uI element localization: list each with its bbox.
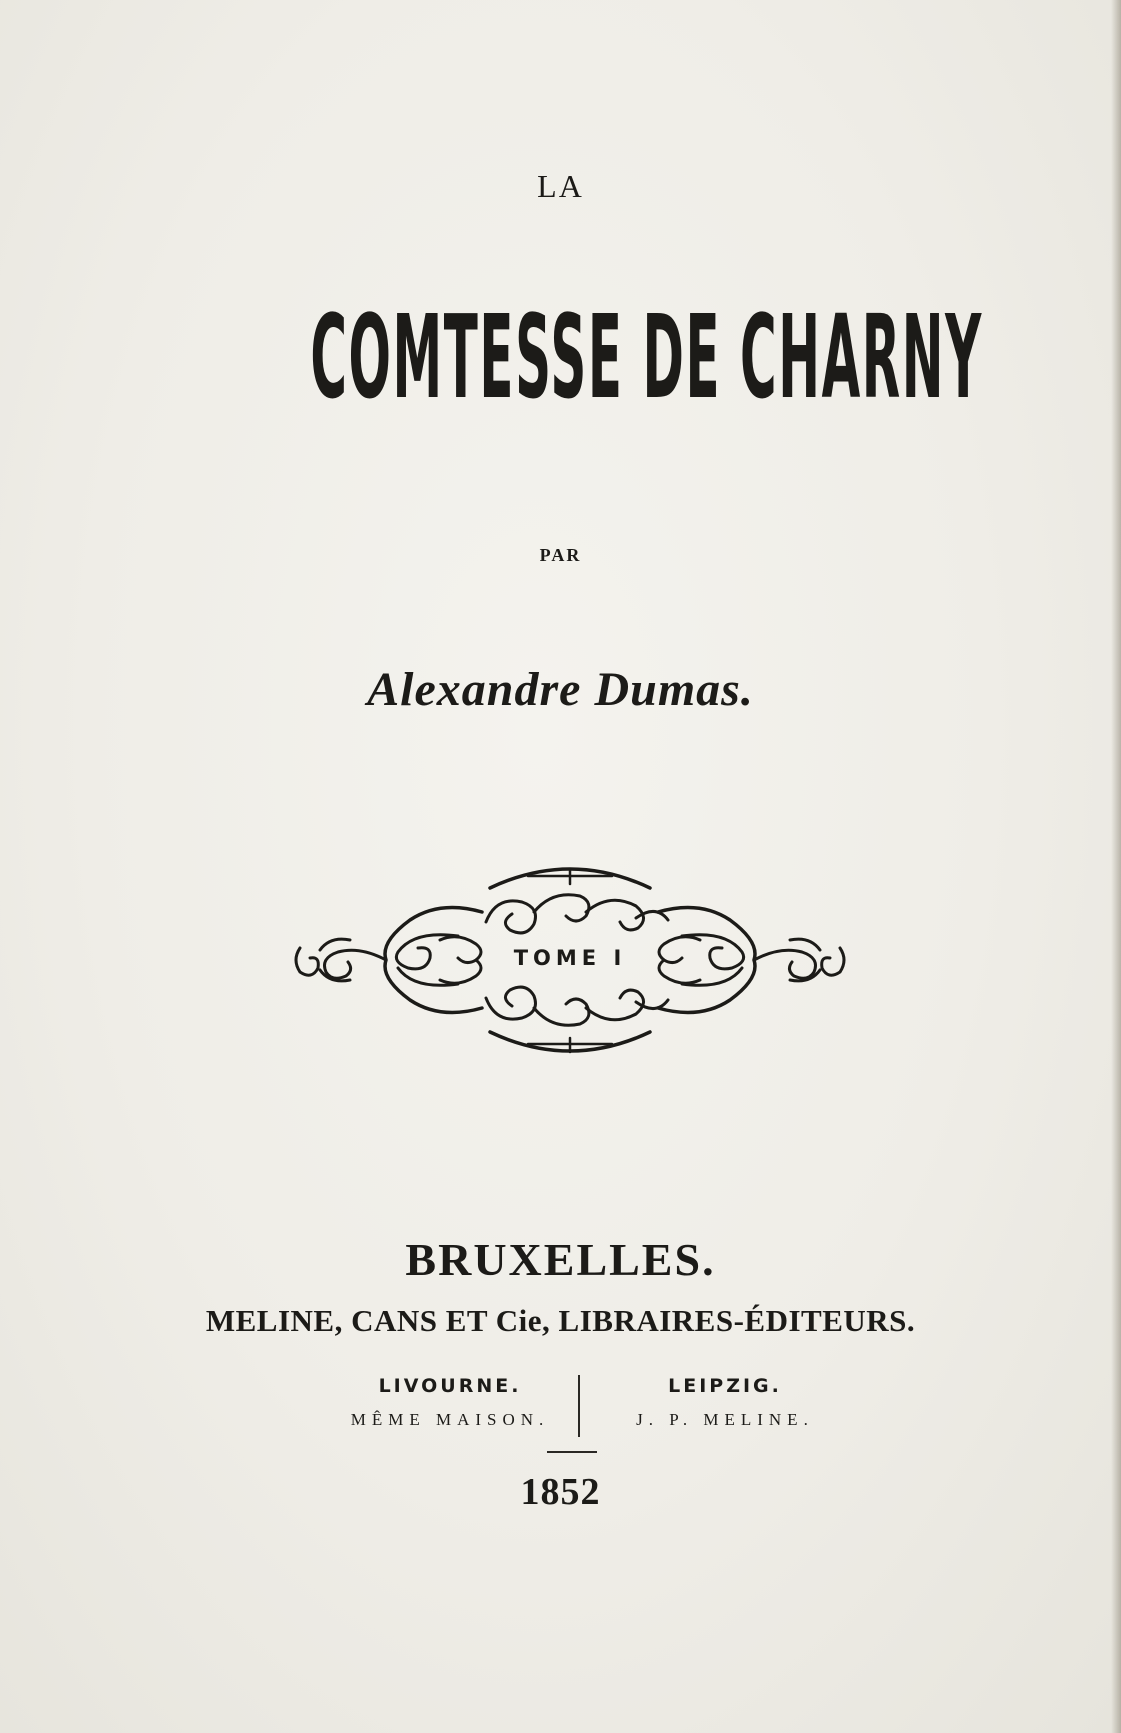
volume-label: TOME I [513,946,627,970]
branch-city: LIVOURNE. [378,1375,522,1397]
publisher-line: MELINE, CANS ET Cie, LIBRAIRES-ÉDITEURS. [205,1303,916,1338]
branch-leipzig [585,1369,865,1437]
book-title-text: COMTESSE DE CHARNY [310,290,983,425]
imprint-city: BRUXELLES. [405,1234,716,1285]
author-name: Alexandre Dumas. [367,663,754,716]
branch-divider [578,1375,580,1437]
book-title [0,290,1121,425]
branch-house: J. P. MELINE. [636,1410,814,1429]
year-rule [547,1451,597,1453]
branch-offices [0,1369,1121,1439]
branch-livourne [310,1369,590,1437]
branch-city: LEIPZIG. [668,1375,782,1397]
publication-year: 1852 [520,1471,601,1513]
by-line: PAR [539,545,582,565]
title-article: LA [537,168,584,204]
branch-house: MÊME MAISON. [350,1410,550,1429]
